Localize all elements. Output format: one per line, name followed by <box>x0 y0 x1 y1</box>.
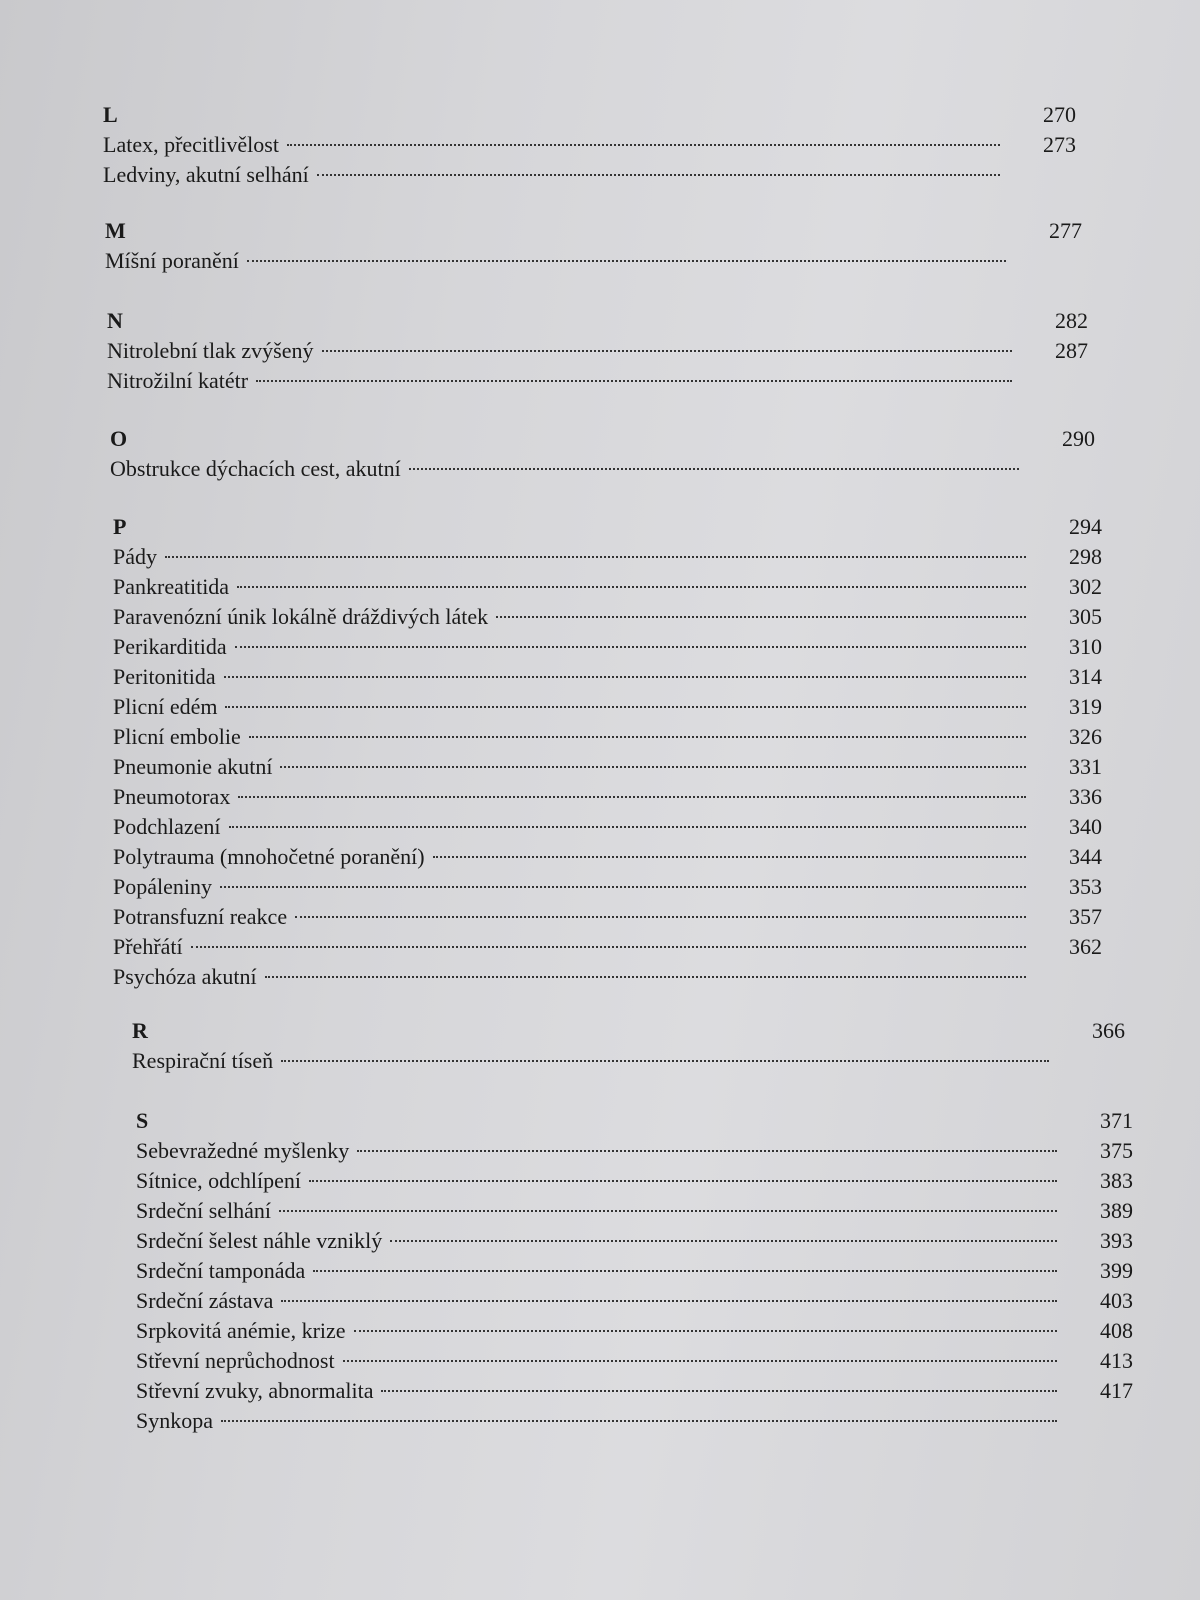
toc-entry[interactable] <box>136 1136 1065 1166</box>
toc-entry[interactable] <box>113 542 1034 572</box>
section-letter: M <box>105 218 126 243</box>
toc-entry-label: Polytrauma (mnohočetné poranění) <box>113 844 425 869</box>
toc-entry-page-number: 399 <box>1100 1258 1133 1283</box>
dot-leader <box>279 1210 1057 1212</box>
toc-section-m <box>105 216 1082 276</box>
toc-entry-label: Srpkovitá anémie, krize <box>136 1318 346 1343</box>
toc-entry-label: Latex, přecitlivělost <box>103 132 279 157</box>
page-number-column <box>1065 1016 1125 1046</box>
toc-entry-page-number: 305 <box>1069 604 1102 629</box>
toc-entry-label: Sítnice, odchlípení <box>136 1168 301 1193</box>
dot-leader <box>247 260 1006 262</box>
toc-entry-label: Paravenózní únik lokálně dráždivých látek <box>113 604 489 629</box>
dot-leader <box>354 1330 1057 1332</box>
dot-leader <box>221 1420 1057 1422</box>
toc-entry[interactable] <box>113 752 1034 782</box>
dot-leader <box>165 556 1026 558</box>
page-number-column <box>1042 512 1102 962</box>
toc-entry-page-number: 413 <box>1100 1348 1133 1373</box>
toc-entry-label: Pankreatitida <box>113 574 230 599</box>
toc-entry[interactable] <box>136 1286 1065 1316</box>
section-letter: O <box>110 426 128 451</box>
page-number-column <box>1016 100 1076 160</box>
section-letter: P <box>113 514 127 539</box>
toc-entry-page-number: 389 <box>1100 1198 1133 1223</box>
toc-section-s <box>136 1106 1133 1436</box>
toc-entry[interactable] <box>113 902 1034 932</box>
toc-entry-label: Obstrukce dýchacích cest, akutní <box>110 456 401 481</box>
toc-entry[interactable] <box>103 160 1008 190</box>
toc-entry-page-number: 314 <box>1069 664 1102 689</box>
page-number-column <box>1022 216 1082 246</box>
toc-entry-label: Střevní zvuky, abnormalita <box>136 1378 374 1403</box>
dot-leader <box>225 706 1026 708</box>
dot-leader <box>357 1150 1057 1152</box>
toc-entry-page-number: 290 <box>1062 426 1095 451</box>
dot-leader <box>281 1060 1049 1062</box>
toc-entry-page-number: 417 <box>1100 1378 1133 1403</box>
toc-entry-label: Podchlazení <box>113 814 221 839</box>
toc-entry-page-number: 383 <box>1100 1168 1133 1193</box>
toc-entry[interactable] <box>103 130 1008 160</box>
toc-entry-label: Nitrolební tlak zvýšený <box>107 338 314 363</box>
toc-entry-page-number: 326 <box>1069 724 1102 749</box>
dot-leader <box>238 796 1026 798</box>
toc-section-l <box>103 100 1076 190</box>
toc-entry[interactable] <box>113 632 1034 662</box>
toc-entry[interactable] <box>113 722 1034 752</box>
toc-entry[interactable] <box>113 662 1034 692</box>
toc-section-p <box>113 512 1102 992</box>
toc-entry-page-number: 371 <box>1100 1108 1133 1133</box>
toc-entry-label: Pády <box>113 544 157 569</box>
page-number-column <box>1028 306 1088 366</box>
toc-entry-label: Srdeční zástava <box>136 1288 274 1313</box>
toc-entry-page-number: 403 <box>1100 1288 1133 1313</box>
toc-entry-page-number: 331 <box>1069 754 1102 779</box>
dot-leader <box>343 1360 1057 1362</box>
toc-entry[interactable] <box>136 1166 1065 1196</box>
dot-leader <box>322 350 1012 352</box>
section-letter: L <box>103 102 118 127</box>
dot-leader <box>381 1390 1057 1392</box>
toc-entry-label: Míšní poranění <box>105 248 239 273</box>
dot-leader <box>409 468 1019 470</box>
page-number-column <box>1073 1106 1133 1406</box>
toc-entry-label: Sebevražedné myšlenky <box>136 1138 350 1163</box>
toc-entry-page-number: 319 <box>1069 694 1102 719</box>
dot-leader <box>249 736 1026 738</box>
section-letter: S <box>136 1108 149 1133</box>
toc-entry[interactable] <box>113 932 1034 962</box>
page-number-column <box>1035 424 1095 454</box>
dot-leader <box>295 916 1026 918</box>
toc-entry-label: Ledviny, akutní selhání <box>103 162 309 187</box>
toc-entry-page-number: 357 <box>1069 904 1102 929</box>
dot-leader <box>256 380 1012 382</box>
toc-entry-page-number: 298 <box>1069 544 1102 569</box>
dot-leader <box>313 1270 1057 1272</box>
toc-entry[interactable] <box>113 842 1034 872</box>
toc-entry-label: Srdeční šelest náhle vzniklý <box>136 1228 383 1253</box>
toc-entry[interactable] <box>113 872 1034 902</box>
toc-entry-label: Potransfuzní reakce <box>113 904 288 929</box>
toc-entry-page-number: 302 <box>1069 574 1102 599</box>
dot-leader <box>309 1180 1057 1182</box>
dot-leader <box>281 1300 1057 1302</box>
toc-entry-page-number: 362 <box>1069 934 1102 959</box>
toc-entry-page-number: 273 <box>1043 132 1076 157</box>
toc-entry[interactable] <box>136 1196 1065 1226</box>
toc-entry-page-number: 340 <box>1069 814 1102 839</box>
dot-leader <box>496 616 1026 618</box>
toc-entry-label: Plicní embolie <box>113 724 241 749</box>
toc-entry-label: Respirační tíseň <box>132 1048 274 1073</box>
toc-entry-label: Nitrožilní katétr <box>107 368 249 393</box>
dot-leader <box>390 1240 1057 1242</box>
toc-entry-label: Pneumotorax <box>113 784 231 809</box>
dot-leader <box>229 826 1026 828</box>
toc-entry-label: Popáleniny <box>113 874 212 899</box>
dot-leader <box>235 646 1026 648</box>
toc-entry[interactable] <box>136 1346 1065 1376</box>
toc-entry[interactable] <box>105 246 1014 276</box>
toc-section-o <box>110 424 1095 484</box>
toc-entry-page-number: 294 <box>1069 514 1102 539</box>
toc-entry[interactable] <box>113 692 1034 722</box>
toc-entry[interactable] <box>110 454 1027 484</box>
toc-entry-page-number: 277 <box>1049 218 1082 243</box>
toc-entry-page-number: 287 <box>1055 338 1088 363</box>
toc-entry-page-number: 375 <box>1100 1138 1133 1163</box>
toc-entry[interactable] <box>136 1256 1065 1286</box>
toc-entry-label: Srdeční selhání <box>136 1198 272 1223</box>
toc-entry-page-number: 353 <box>1069 874 1102 899</box>
toc-entry-page-number: 282 <box>1055 308 1088 333</box>
toc-entry-page-number: 336 <box>1069 784 1102 809</box>
dot-leader <box>265 976 1026 978</box>
toc-entry[interactable] <box>107 336 1020 366</box>
toc-entry-label: Pneumonie akutní <box>113 754 273 779</box>
toc-entry[interactable] <box>113 782 1034 812</box>
toc-entry-label: Peritonitida <box>113 664 216 689</box>
toc-entry[interactable] <box>113 572 1034 602</box>
toc-entry-label: Synkopa <box>136 1408 213 1433</box>
toc-entry-label: Psychóza akutní <box>113 964 257 989</box>
dot-leader <box>317 174 1000 176</box>
toc-entry-label: Plicní edém <box>113 694 218 719</box>
toc-entry[interactable] <box>136 1226 1065 1256</box>
toc-section-n <box>107 306 1088 396</box>
toc-entry[interactable] <box>136 1406 1065 1436</box>
dot-leader <box>287 144 1000 146</box>
toc-entry[interactable] <box>132 1046 1057 1076</box>
dot-leader <box>237 586 1026 588</box>
toc-entry-page-number: 393 <box>1100 1228 1133 1253</box>
dot-leader <box>224 676 1026 678</box>
toc-entry[interactable] <box>107 366 1020 396</box>
toc-entry-label: Perikarditida <box>113 634 227 659</box>
section-letter: R <box>132 1018 148 1043</box>
toc-entry[interactable] <box>136 1376 1065 1406</box>
toc-entry-page-number: 344 <box>1069 844 1102 869</box>
toc-entry[interactable] <box>113 962 1034 992</box>
toc-entry[interactable] <box>113 812 1034 842</box>
toc-entry-page-number: 408 <box>1100 1318 1133 1343</box>
toc-entry-page-number: 310 <box>1069 634 1102 659</box>
toc-entry[interactable] <box>113 602 1034 632</box>
dot-leader <box>220 886 1026 888</box>
dot-leader <box>433 856 1026 858</box>
toc-section-r <box>132 1016 1125 1076</box>
toc-entry-page-number: 366 <box>1092 1018 1125 1043</box>
toc-entry-label: Srdeční tamponáda <box>136 1258 306 1283</box>
toc-entry-page-number: 270 <box>1043 102 1076 127</box>
section-letter: N <box>107 308 123 333</box>
dot-leader <box>280 766 1026 768</box>
toc-entry-label: Přehřátí <box>113 934 183 959</box>
toc-entry[interactable] <box>136 1316 1065 1346</box>
toc-entry-label: Střevní neprůchodnost <box>136 1348 335 1373</box>
dot-leader <box>191 946 1026 948</box>
